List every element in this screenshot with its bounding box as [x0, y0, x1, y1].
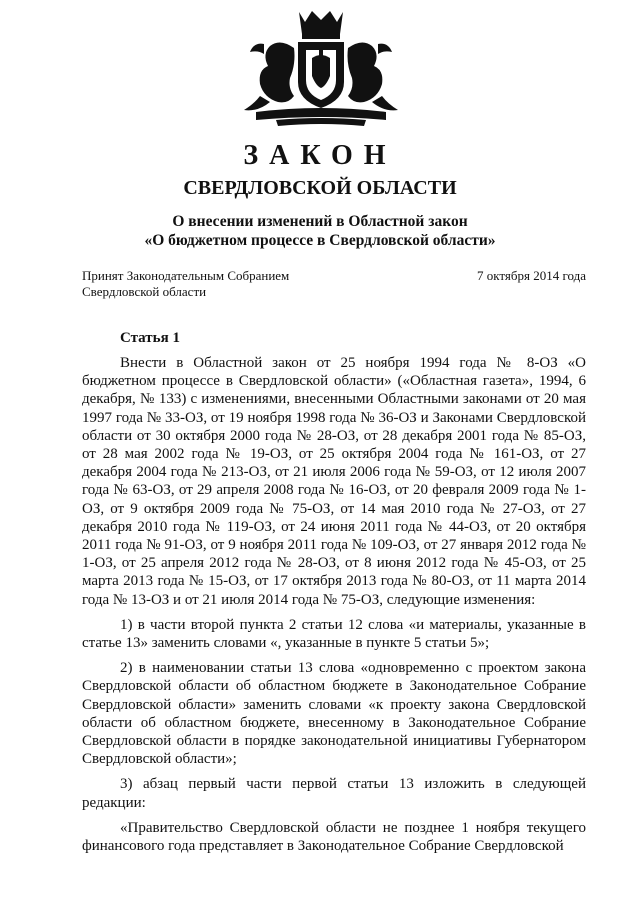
adopted-date: 7 октября 2014 года [477, 268, 586, 283]
paragraph: Внести в Областной закон от 25 ноября 1994 года № 8-ОЗ «О бюджетном процессе в Свердловской области» («Областная газета», 1994, 6 декабря, № 133) с изменениями, внесенными Областными законами от 20 мая 1997 года № 33-ОЗ, от 19 ноября 1998 года № 36-ОЗ и Законами Свердловской области от 30 октября 2000 года № 28-ОЗ, от 28 декабря 2001 года № 85-ОЗ, от 28 мая 2002 года № 19-ОЗ, от 25 октября 2004 года № 161-ОЗ, от 27 декабря 2004 года № 213-ОЗ, от 21 июля 2006 года № 59-ОЗ, от 12 июля 2007 года № 63-ОЗ, от 29 апреля 2008 года № 16-ОЗ, от 20 февраля 2009 года № 1-ОЗ, от 9 октября 2009 года № 75-ОЗ, от 14 мая 2010 года № 27-ОЗ, от 27 декабря 2010 года № 119-ОЗ, от 24 июня 2011 года № 44-ОЗ, от 20 октября 2011 года № 91-ОЗ, от 9 ноября 2011 года № 109-ОЗ, от 27 января 2012 года № 1-ОЗ, от 25 апреля 2012 года № 28-ОЗ, от 8 июня 2012 года № 45-ОЗ, от 25 марта 2013 года № 15-ОЗ, от 17 октября 2013 года № 80-ОЗ, от 11 марта 2014 года № 13-ОЗ и от 21 июля 2014 года № 75-ОЗ, следующие изменения: [82, 355, 586, 608]
subtitle-line-2: «О бюджетном процессе в Свердловской области» [144, 232, 496, 249]
paragraph: «Правительство Свердловской области не позднее 1 ноября текущего финансового года представляет в Законодательное Собрание Свердловской [82, 819, 586, 855]
coat-of-arms-emblem [236, 8, 406, 132]
paragraph: 3) абзац первый части первой статьи 13 изложить в следующей редакции: [82, 776, 586, 811]
article-body [82, 354, 586, 862]
adopted-line-1: Принят Законодательным Собранием [82, 268, 290, 283]
paragraph: 1) в части второй пункта 2 статьи 12 слова «и материалы, указанные в статье 13» заменить словами «, указанные в пункте 5 статьи 5»; [82, 616, 586, 652]
adopted-by [82, 268, 289, 300]
document-title: ЗАКОН [243, 140, 397, 171]
document-region: СВЕРДЛОВСКОЙ ОБЛАСТИ [183, 177, 457, 199]
article-title: Статья 1 [120, 330, 180, 346]
document-subtitle [0, 212, 640, 250]
adopted-line-2: Свердловской области [82, 284, 207, 299]
subtitle-line-1: О внесении изменений в Областной закон [172, 213, 468, 230]
paragraph: 2) в наименовании статьи 13 слова «одновременно с проектом закона Свердловской области об областном бюджете в Законодательное Собрание Свердловской области» заменить словами «к проекту закона Свердловской области об областном бюджете, внесенному в Законодательное Собрание Свердловской области в порядке законодательной инициативы Губернатором Свердловской области»; [82, 660, 586, 768]
